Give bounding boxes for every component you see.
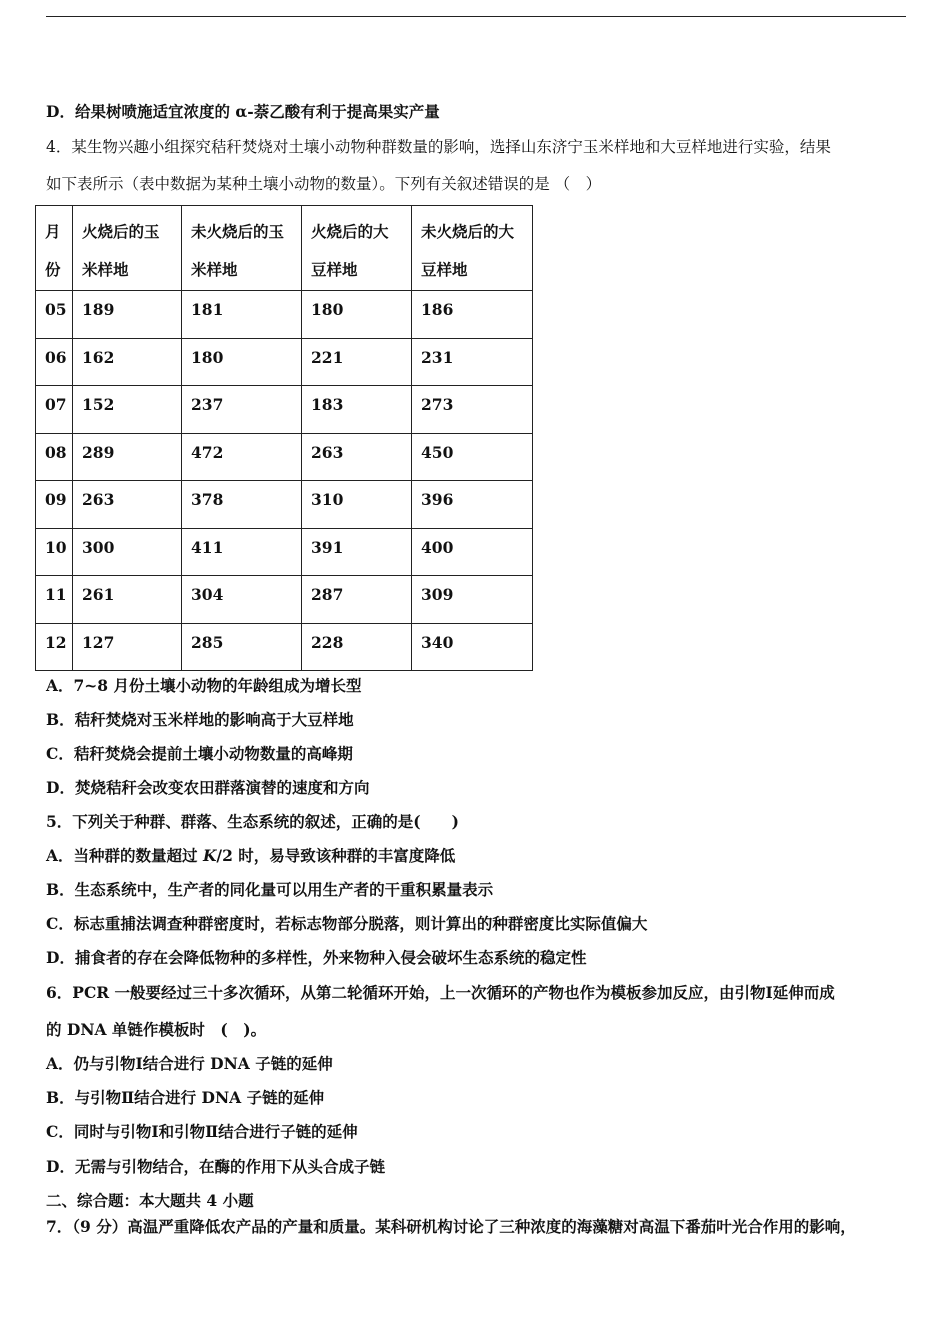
q7-stem-line1: 7．（9 分）高温严重降低农产品的产量和质量。某科研机构讨论了三种浓度的海藻糖对高温下番茄叶光合作用的影响， <box>46 1217 856 1236</box>
q4-stem-line2: 如下表所示（表中数据为某种土壤小动物的数量）。下列有关叙述错误的是 （ ） <box>46 175 602 193</box>
q6-option-a: A．仍与引物Ⅰ结合进行 DNA 子链的延伸 <box>46 1054 333 1073</box>
table-cell: 261 <box>73 576 182 624</box>
header-month: 月 份 <box>36 206 73 291</box>
header-rule <box>46 16 906 17</box>
table-cell: 263 <box>73 481 182 529</box>
q5-option-c: C．标志重捕法调查种群密度时，若标志物部分脱落，则计算出的种群密度比实际值偏大 <box>46 914 648 933</box>
q4-option-b: B．秸秆焚烧对玉米样地的影响高于大豆样地 <box>46 710 354 729</box>
table-cell: 228 <box>302 623 412 671</box>
table-cell: 285 <box>182 623 302 671</box>
header-unburned-corn: 未火烧后的玉 米样地 <box>182 206 302 291</box>
q4-option-a: A．7~8 月份土壤小动物的年龄组成为增长型 <box>46 676 362 695</box>
q6-option-d: D．无需与引物结合，在酶的作用下从头合成子链 <box>46 1157 385 1176</box>
q5-option-a: A．当种群的数量超过 K/2 时，易导致该种群的丰富度降低 <box>46 846 456 865</box>
table-cell: 304 <box>182 576 302 624</box>
q6-stem-line1: 6．PCR 一般要经过三十多次循环，从第二轮循环开始，上一次循环的产物也作为模板参加反应，由引物Ⅰ延伸而成 <box>46 983 835 1002</box>
table-row <box>36 623 533 671</box>
section2-heading: 二、综合题：本大题共 4 小题 <box>46 1191 254 1210</box>
q6-stem-line2: 的 DNA 单链作模板时 ( )。 <box>46 1020 267 1039</box>
table-cell: 237 <box>182 386 302 434</box>
table-cell: 162 <box>73 338 182 386</box>
table-row <box>36 481 533 529</box>
table-row <box>36 433 533 481</box>
table-cell: 221 <box>302 338 412 386</box>
table-cell: 186 <box>412 291 533 339</box>
table-cell: 300 <box>73 528 182 576</box>
table-cell: 152 <box>73 386 182 434</box>
table-cell: 396 <box>412 481 533 529</box>
table-cell: 05 <box>36 291 73 339</box>
q4-stem-line1: 4．某生物兴趣小组探究秸秆焚烧对土壤小动物种群数量的影响，选择山东济宁玉米样地和大豆样地进行实验，结果 <box>46 138 831 156</box>
table-cell: 391 <box>302 528 412 576</box>
q5-option-b: B．生态系统中，生产者的同化量可以用生产者的干重积累量表示 <box>46 880 494 899</box>
table-cell: 06 <box>36 338 73 386</box>
table-row <box>36 386 533 434</box>
table-cell: 11 <box>36 576 73 624</box>
table-cell: 12 <box>36 623 73 671</box>
table-cell: 180 <box>302 291 412 339</box>
table-cell: 340 <box>412 623 533 671</box>
table-cell: 472 <box>182 433 302 481</box>
header-burned-soybean: 火烧后的大 豆样地 <box>302 206 412 291</box>
table-row <box>36 291 533 339</box>
table-cell: 289 <box>73 433 182 481</box>
table-cell: 10 <box>36 528 73 576</box>
q4-option-d: D．焚烧秸秆会改变农田群落演替的速度和方向 <box>46 778 370 797</box>
table-cell: 127 <box>73 623 182 671</box>
table-cell: 309 <box>412 576 533 624</box>
table-cell: 263 <box>302 433 412 481</box>
table-cell: 400 <box>412 528 533 576</box>
table-cell: 310 <box>302 481 412 529</box>
q3-option-d: D．给果树喷施适宜浓度的 α-萘乙酸有利于提高果实产量 <box>46 102 440 121</box>
table-cell: 231 <box>412 338 533 386</box>
table-cell: 181 <box>182 291 302 339</box>
header-burned-corn: 火烧后的玉 米样地 <box>73 206 182 291</box>
q6-option-c: C．同时与引物Ⅰ和引物Ⅱ结合进行子链的延伸 <box>46 1122 358 1141</box>
table-cell: 287 <box>302 576 412 624</box>
table-cell: 08 <box>36 433 73 481</box>
q6-option-b: B．与引物Ⅱ结合进行 DNA 子链的延伸 <box>46 1088 325 1107</box>
table-cell: 180 <box>182 338 302 386</box>
q5-stem: 5．下列关于种群、群落、生态系统的叙述，正确的是( ) <box>46 812 459 831</box>
header-unburned-soybean: 未火烧后的大 豆样地 <box>412 206 533 291</box>
table-cell: 09 <box>36 481 73 529</box>
q4-option-c: C．秸秆焚烧会提前土壤小动物数量的高峰期 <box>46 744 353 763</box>
table-header-row <box>36 206 533 291</box>
q5-option-d: D．捕食者的存在会降低物种的多样性，外来物种入侵会破坏生态系统的稳定性 <box>46 948 587 967</box>
table-cell: 07 <box>36 386 73 434</box>
soil-animal-table <box>35 205 533 671</box>
table-row <box>36 528 533 576</box>
table-cell: 378 <box>182 481 302 529</box>
table-cell: 273 <box>412 386 533 434</box>
table-cell: 411 <box>182 528 302 576</box>
table-cell: 183 <box>302 386 412 434</box>
table-cell: 189 <box>73 291 182 339</box>
table-row <box>36 576 533 624</box>
table-row <box>36 338 533 386</box>
table-cell: 450 <box>412 433 533 481</box>
